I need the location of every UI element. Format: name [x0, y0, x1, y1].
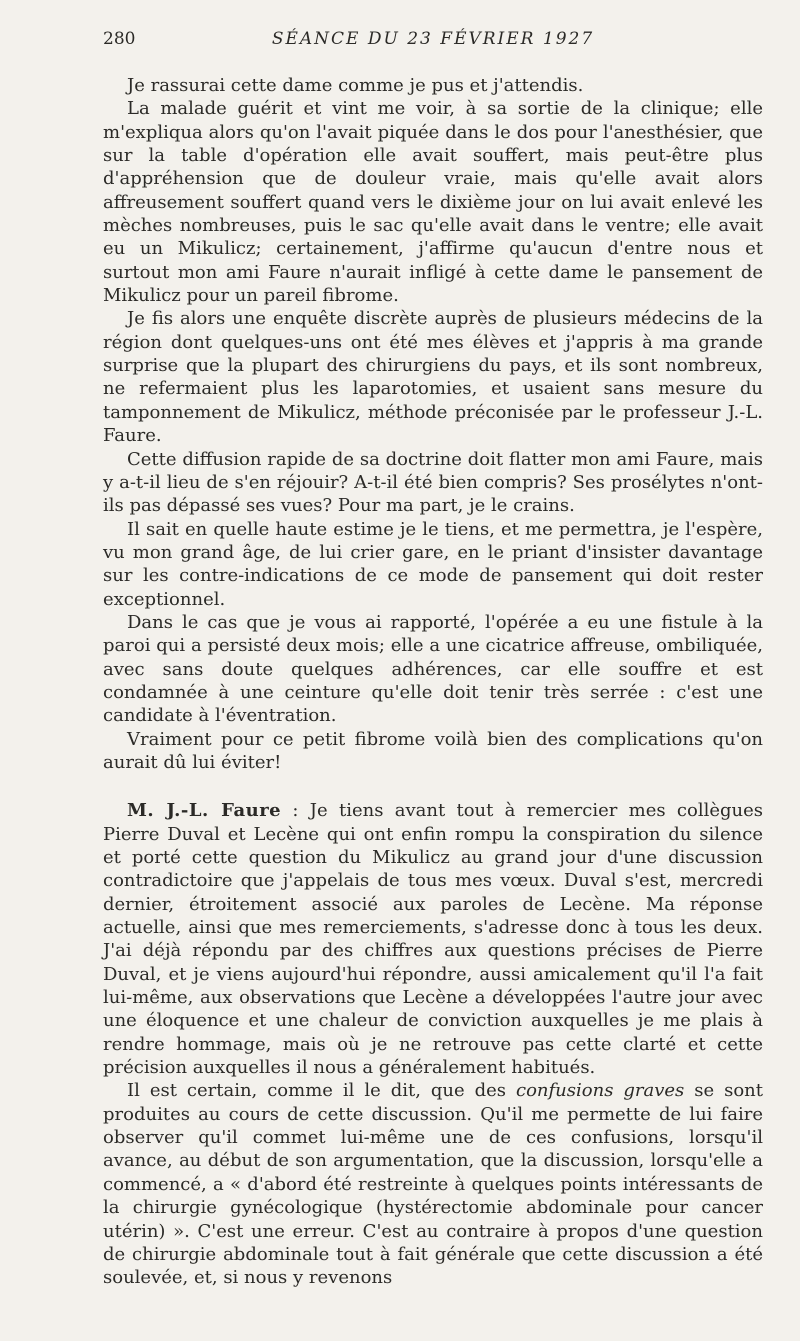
paragraph: Dans le cas que je vous ai rapporté, l'opérée a eu une fistule à la paroi qui a persisté deux mois; elle a une cicatrice affreuse, ombiliquée, avec sans doute quelques adhérences, car elle souffre et est condamnée à une ceinture qu'elle doit tenir très serrée : c'est une candidate à l'éventration.: [103, 611, 763, 727]
faure-intro-text: : Je tiens avant tout à remercier mes collègues Pierre Duval et Lecène qui ont enfin rompu la conspiration du silence et porté cette question du Mikulicz au grand jour d'une discussion contradictoire que j'appelais de tous mes vœux. Duval s'est, mercredi dernier, étroitement associé aux paroles de Lecène. Ma réponse actuelle, ainsi que mes remerciements, s'adresse donc à tous les deux. J'ai déjà répondu par des chiffres aux questions précises de Pierre Duval, et je viens aujourd'hui répondre, aussi amicalement qu'il l'a fait lui-même, aux observations que Lecène a développées l'autre jour avec une éloquence et une chaleur de conviction auxquelles je me plais à rendre hommage, mais où je ne retrouve pas cette clarté et cette précision auxquelles il nous a généralement habitués.: [103, 800, 764, 1079]
paragraph: Cette diffusion rapide de sa doctrine doit flatter mon ami Faure, mais y a-t-il lieu de s'en réjouir? A-t-il été bien compris? Ses prosélytes n'ont-ils pas dépassé ses vues? Pour ma part, je le crains.: [103, 448, 763, 517]
speaker-name: M. J.-L. Faure: [127, 800, 282, 822]
paragraph: La malade guérit et vint me voir, à sa sortie de la clinique; elle m'expliqua alors qu'on l'avait piquée dans le dos pour l'anesthésier, que sur la table d'opération elle avait souffert, mais peut-être plus d'appréhension que de douleur vraie, mais qu'elle avait alors affreusement souffert quand vers le dixième jour on lui avait enlevé les mèches nombreuses, puis le sac qu'elle avait dans le ventre; elle avait eu un Mikulicz; certainement, j'affirme qu'aucun d'entre nous et surtout mon ami Faure n'aurait infligé à cette dame le pansement de Mikulicz pour un pareil fibrome.: [103, 98, 763, 307]
text-segment: Il est certain, comme il le dit, que des: [127, 1080, 516, 1102]
page-number: 280: [103, 29, 136, 49]
text-segment: se sont produites au cours de cette discussion. Qu'il me permette de lui faire observer qu'il commet lui-même une de ces confusions, lorsqu'il avance, au début de son argumentation, que la discussion, lorsqu'elle a commencé, a « d'abord été restreinte à quelques points intéressants de la chirurgie gynécologique (hystérectomie abdominale pour cancer utérin) ». C'est une erreur. C'est au contraire à propos d'une question de chirurgie abdominale tout à fait générale que cette discussion a été soulevée, et, si nous y revenons: [103, 1080, 764, 1289]
paragraph: Vraiment pour ce petit fibrome voilà bien des complications qu'on aurait dû lui éviter!: [103, 728, 763, 773]
paragraph: Je fis alors une enquête discrète auprès de plusieurs médecins de la région dont quelques-uns ont été mes élèves et j'appris à ma grande surprise que la plupart des chirurgiens du pays, et ils sont nombreux, ne refermaient plus les laparotomies, et usaient sans mesure du tamponnement de Mikulicz, méthode préconisée par le professeur J.-L. Faure.: [103, 308, 763, 447]
article-body: [103, 74, 763, 1290]
paragraph: Il sait en quelle haute estime je le tiens, et me permettra, je l'espère, vu mon grand âge, de lui crier gare, en le priant d'insister davantage sur les contre-indications de ce mode de pansement qui doit rester exceptionnel.: [103, 518, 763, 610]
paragraph: Je rassurai cette dame comme je pus et j'attendis.: [127, 75, 584, 96]
faure-paragraph: [103, 799, 763, 1079]
italic-emphasis: confusions graves: [516, 1080, 685, 1102]
running-title: SÉANCE DU 23 FÉVRIER 1927: [271, 29, 595, 49]
faure-paragraph-2: [103, 1079, 763, 1289]
page-header: [103, 28, 763, 50]
